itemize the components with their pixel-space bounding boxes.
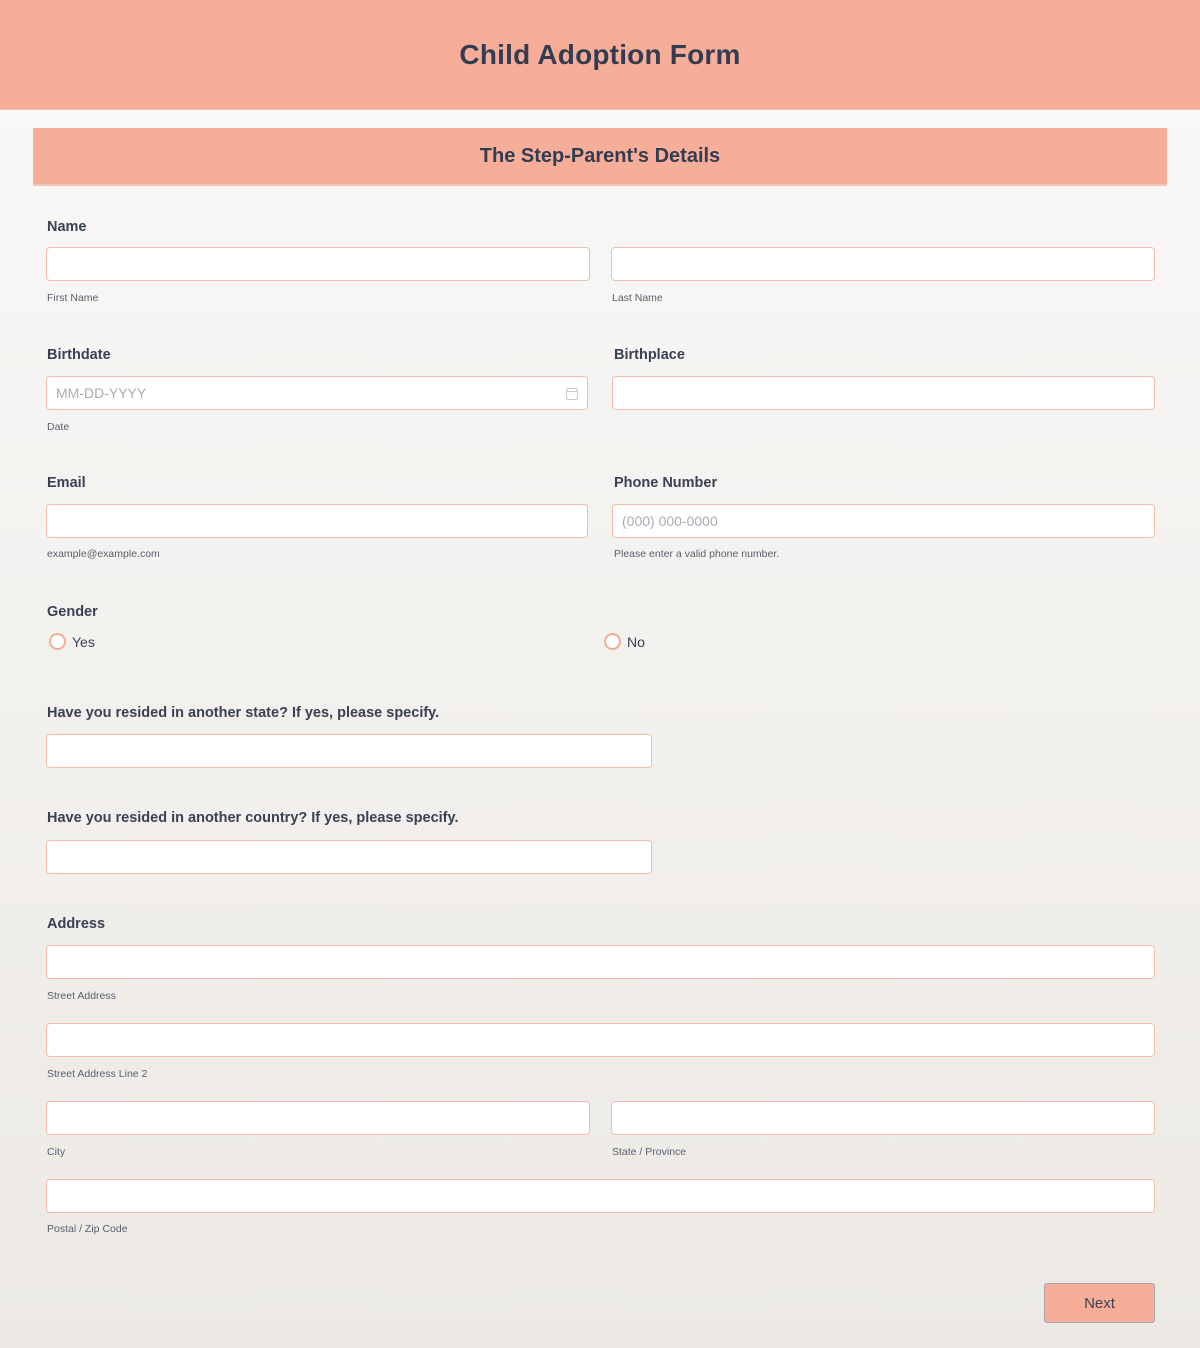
phone-sublabel: Please enter a valid phone number. [614,548,780,560]
first-name-input[interactable] [46,247,590,281]
email-sublabel: example@example.com [47,548,160,560]
street-address-input[interactable] [46,945,1155,979]
other-country-input[interactable] [46,840,652,874]
other-state-label: Have you resided in another state? If yes, please specify. [47,705,440,721]
birthdate-input[interactable] [46,376,588,410]
last-name-sublabel: Last Name [612,292,663,304]
birthdate-sublabel: Date [47,421,70,433]
phone-label: Phone Number [614,475,718,491]
last-name-input[interactable] [611,247,1155,281]
street-address-line2-sublabel: Street Address Line 2 [47,1068,148,1080]
state-province-input[interactable] [611,1101,1155,1135]
gender-option-label: No [627,633,645,650]
birthplace-label: Birthplace [614,347,685,363]
radio-circle-icon[interactable] [49,633,66,650]
phone-input[interactable] [612,504,1155,538]
form-header [0,0,1200,110]
email-label: Email [47,475,86,491]
form-title: Child Adoption Form [459,38,741,70]
calendar-icon[interactable] [566,388,578,400]
city-sublabel: City [47,1146,66,1158]
postal-code-input[interactable] [46,1179,1155,1213]
radio-circle-icon[interactable] [604,633,621,650]
gender-option-yes[interactable] [49,633,95,650]
other-state-input[interactable] [46,734,652,768]
email-input[interactable] [46,504,588,538]
birthdate-label: Birthdate [47,347,111,363]
first-name-sublabel: First Name [47,292,99,304]
state-province-sublabel: State / Province [612,1146,687,1158]
gender-option-no[interactable] [604,633,645,650]
name-label: Name [47,219,87,235]
street-address-sublabel: Street Address [47,990,116,1002]
birthplace-input[interactable] [612,376,1155,410]
street-address-line2-input[interactable] [46,1023,1155,1057]
gender-label: Gender [47,604,98,620]
other-country-label: Have you resided in another country? If yes, please specify. [47,810,459,826]
gender-option-label: Yes [72,633,95,650]
address-label: Address [47,916,106,932]
section-title: The Step-Parent's Details [479,144,721,167]
postal-code-sublabel: Postal / Zip Code [47,1223,128,1235]
section-header [33,128,1167,186]
city-input[interactable] [46,1101,590,1135]
next-button[interactable]: Next [1044,1283,1155,1323]
